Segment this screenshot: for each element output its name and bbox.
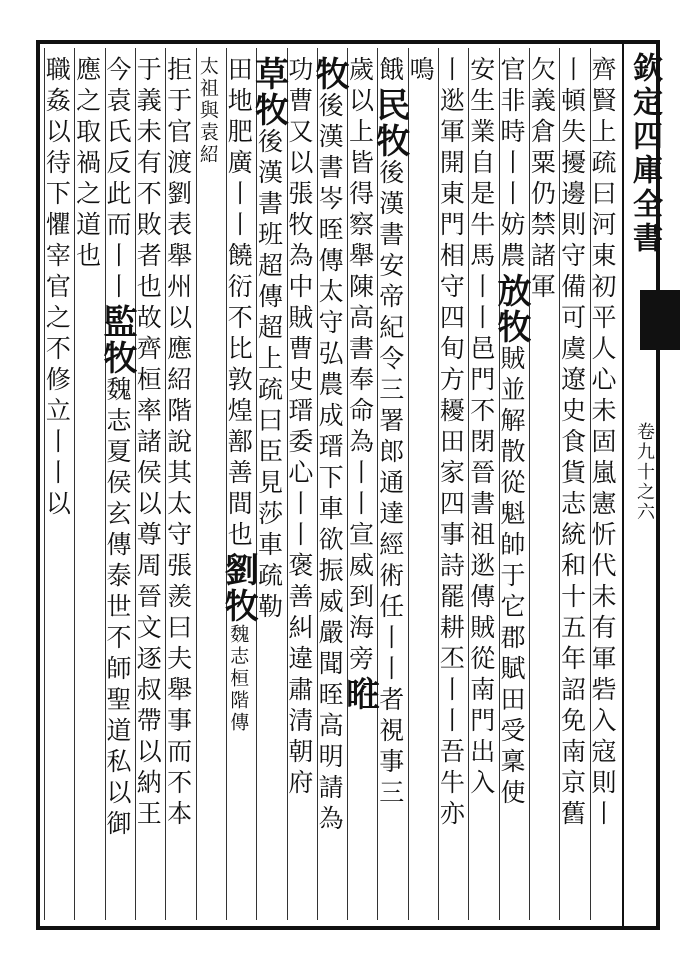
text-segment: 安生業自是牛馬丨丨邑門不閉晉書祖逖傳賊從南門出入 — [466, 56, 496, 800]
volume-number: 卷九十之六 — [634, 422, 655, 522]
entry-heading: 暀 — [339, 676, 380, 712]
entry-heading: 劉牧 — [218, 552, 259, 624]
margin-sidebar — [622, 40, 662, 930]
text-column — [438, 48, 468, 920]
text-segment: 拒于官渡劉表舉州以應紹階說其太守張羨曰夫舉事而不本 — [163, 56, 193, 831]
text-column — [369, 48, 410, 920]
entry-heading: 監牧 — [96, 304, 137, 376]
text-segment: 今袁氏反此而丨丨 — [102, 56, 132, 304]
text-segment: 功曹又以張牧為中賊曹史瑨委心丨丨褒善糾違肅清朝府 — [284, 56, 314, 800]
text-segment: 于義未有不敗者也故齊桓率諸侯以尊周晉文逐叔帶以納王 — [133, 56, 163, 831]
text-column — [218, 48, 259, 920]
entry-heading: 放牧 — [491, 273, 532, 345]
text-segment: 官非時丨丨妨農 — [497, 56, 527, 273]
text-column — [74, 48, 104, 920]
text-segment: 賊並解散從魁帥于它郡賦田受稟使 — [497, 345, 527, 810]
text-column — [587, 48, 620, 920]
entry-heading: 草牧 — [248, 56, 289, 128]
text-segment: 魏志夏侯玄傳泰世不師聖道私以御 — [102, 376, 132, 841]
text-column — [44, 48, 74, 920]
text-segment: 欠義倉粟仍禁諸軍 — [527, 56, 557, 304]
text-column — [196, 48, 226, 920]
text-segment: 齊賢上疏曰河東初平人心未固嵐憲忻代未有軍砦入寇則丨 — [587, 56, 617, 831]
entry-heading: 牧 — [309, 56, 350, 92]
text-segment: 丨逖軍開東門相守四旬方耰田家四事詩罷耕丕丨丨吾牛亦 — [436, 56, 466, 831]
entry-heading: 民牧 — [369, 87, 410, 159]
text-column — [408, 48, 438, 920]
text-column — [135, 48, 165, 920]
text-column — [468, 48, 498, 920]
text-column — [339, 48, 380, 920]
text-column — [248, 48, 289, 920]
text-column — [529, 48, 559, 920]
text-segment: 後漢書岑晊傳太守弘農成瑨下車欲振威嚴聞晊高明請為 — [315, 92, 345, 836]
text-segment: 鳴 — [406, 56, 436, 87]
text-column — [491, 48, 532, 920]
text-segment: 魏志桓階傳 — [227, 624, 250, 734]
text-column — [559, 48, 589, 920]
text-segment: 後漢書安帝紀令三署郎通達經術任丨丨者視事三 — [375, 159, 405, 810]
text-column — [165, 48, 195, 920]
text-segment: 餓 — [375, 56, 405, 87]
text-column — [284, 48, 317, 920]
book-title: 欽定四庫全書 — [627, 52, 662, 256]
text-segment: 應之取禍之道也 — [72, 56, 102, 273]
text-segment: 歲以上皆得察舉陳高書奉命為丨丨宣威到海旁 — [345, 56, 375, 676]
fishtail-mark — [640, 290, 680, 350]
text-column — [309, 48, 350, 920]
text-segment: 太祖與袁紹 — [196, 56, 219, 166]
text-segment: 丨頓失擾邊則守備可虞遼史食貨志統和十五年詔免南京舊 — [557, 56, 587, 831]
text-column — [96, 48, 137, 920]
text-segment: 後漢書班超傳超上疏曰臣見莎車疏勒 — [254, 128, 284, 624]
text-segment: 職姦以待下懼宰官之不修立丨丨以 — [42, 56, 72, 521]
text-segment: 田地肥廣丨丨饒衍不比敦煌鄯善間也 — [224, 56, 254, 552]
